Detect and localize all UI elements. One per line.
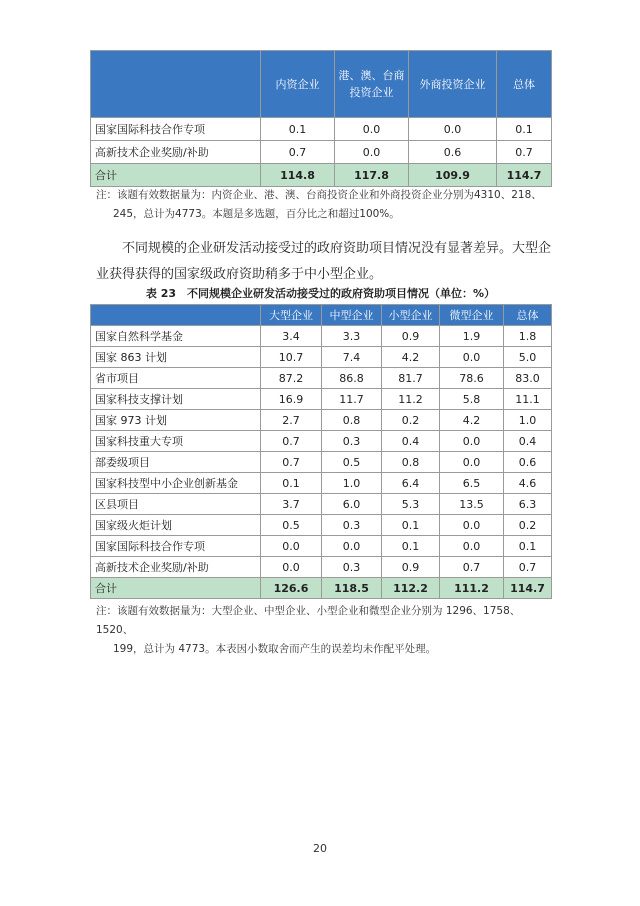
cell-value: 1.0: [322, 473, 382, 494]
table-row: [91, 141, 552, 164]
cell-value: 81.7: [382, 368, 440, 389]
cell-value: 0.7: [261, 452, 322, 473]
cell-value: 0.9: [382, 557, 440, 578]
cell-value: 0.0: [261, 536, 322, 557]
row-label: 高新技术企业奖励/补助: [91, 557, 261, 578]
cell-value: 0.3: [322, 431, 382, 452]
cell-value: 6.0: [322, 494, 382, 515]
cell-value: 3.4: [261, 326, 322, 347]
cell-value: 0.7: [261, 141, 335, 164]
cell-value: 0.0: [335, 118, 409, 141]
cell-value: 0.0: [409, 118, 497, 141]
table-total-row: [91, 164, 552, 187]
cell-value: 4.6: [504, 473, 552, 494]
table-note: [96, 602, 556, 659]
cell-value: 16.9: [261, 389, 322, 410]
header-cell: 大型企业: [261, 305, 322, 326]
cell-value: 0.7: [440, 557, 504, 578]
table-row: [91, 326, 552, 347]
table-caption: 表 23 不同规模企业研发活动接受过的政府资助项目情况（单位：%）: [145, 287, 496, 300]
cell-value: 0.9: [382, 326, 440, 347]
row-label: 合计: [91, 164, 261, 187]
cell-value: 0.8: [382, 452, 440, 473]
note-line: 注：该题有效数据量为：大型企业、中型企业、小型企业和微型企业分别为 1296、1758、1520、: [96, 605, 521, 636]
cell-value: 5.3: [382, 494, 440, 515]
row-label: 国家级火炬计划: [91, 515, 261, 536]
table-row: [91, 410, 552, 431]
cell-value: 11.7: [322, 389, 382, 410]
row-label: 国家 973 计划: [91, 410, 261, 431]
cell-value: 7.4: [322, 347, 382, 368]
header-cell: [91, 305, 261, 326]
row-label: 合计: [91, 578, 261, 599]
cell-value: 114.8: [261, 164, 335, 187]
cell-value: 0.2: [382, 410, 440, 431]
cell-value: 0.2: [504, 515, 552, 536]
table-by-ownership: [90, 50, 552, 187]
header-cell: 内资企业: [261, 51, 335, 118]
table-total-row: [91, 578, 552, 599]
cell-value: 5.8: [440, 389, 504, 410]
cell-value: 0.0: [440, 515, 504, 536]
row-label: 省市项目: [91, 368, 261, 389]
header-cell: [91, 51, 261, 118]
cell-value: 78.6: [440, 368, 504, 389]
note-line: 245，总计为4773。本题是多选题，百分比之和超过100%。: [113, 208, 400, 220]
cell-value: 87.2: [261, 368, 322, 389]
note-line: 注：该题有效数据量为：内资企业、港、澳、台商投资企业和外商投资企业分别为4310、218、: [96, 189, 542, 201]
row-label: 国家科技型中小企业创新基金: [91, 473, 261, 494]
table-row: [91, 118, 552, 141]
cell-value: 0.0: [322, 536, 382, 557]
cell-value: 0.3: [322, 515, 382, 536]
cell-value: 114.7: [504, 578, 552, 599]
cell-value: 0.1: [261, 473, 322, 494]
cell-value: 0.1: [261, 118, 335, 141]
row-label: 部委级项目: [91, 452, 261, 473]
cell-value: 0.8: [322, 410, 382, 431]
table-header-row: [91, 305, 552, 326]
header-cell: 中型企业: [322, 305, 382, 326]
header-cell: 总体: [504, 305, 552, 326]
cell-value: 0.1: [497, 118, 552, 141]
cell-value: 83.0: [504, 368, 552, 389]
cell-value: 3.7: [261, 494, 322, 515]
table-row: [91, 368, 552, 389]
cell-value: 11.2: [382, 389, 440, 410]
cell-value: 112.2: [382, 578, 440, 599]
paragraph-line: 业获得获得的国家级政府资助稍多于中小型企业。: [96, 267, 383, 282]
cell-value: 3.3: [322, 326, 382, 347]
table-row: [91, 389, 552, 410]
cell-value: 0.1: [504, 536, 552, 557]
cell-value: 0.0: [440, 347, 504, 368]
cell-value: 0.0: [440, 536, 504, 557]
table-row: [91, 473, 552, 494]
row-label: 国家科技支撑计划: [91, 389, 261, 410]
cell-value: 0.5: [322, 452, 382, 473]
row-label: 国家国际科技合作专项: [91, 536, 261, 557]
cell-value: 86.8: [322, 368, 382, 389]
cell-value: 114.7: [497, 164, 552, 187]
cell-value: 118.5: [322, 578, 382, 599]
cell-value: 10.7: [261, 347, 322, 368]
cell-value: 4.2: [440, 410, 504, 431]
row-label: 国家国际科技合作专项: [91, 118, 261, 141]
table-row: [91, 452, 552, 473]
table-row: [91, 347, 552, 368]
table-row: [91, 494, 552, 515]
cell-value: 6.3: [504, 494, 552, 515]
cell-value: 126.6: [261, 578, 322, 599]
cell-value: 4.2: [382, 347, 440, 368]
paragraph-line: 不同规模的企业研发活动接受过的政府资助项目情况没有显著差异。大型企: [122, 241, 552, 256]
cell-value: 6.5: [440, 473, 504, 494]
header-cell: 微型企业: [440, 305, 504, 326]
cell-value: 0.0: [335, 141, 409, 164]
table-note: [96, 186, 556, 224]
cell-value: 0.3: [322, 557, 382, 578]
cell-value: 0.5: [261, 515, 322, 536]
cell-value: 1.0: [504, 410, 552, 431]
body-paragraph: [96, 236, 556, 288]
note-line: 199，总计为 4773。本表因小数取舍而产生的误差均未作配平处理。: [113, 643, 437, 655]
cell-value: 0.0: [261, 557, 322, 578]
cell-value: 2.7: [261, 410, 322, 431]
cell-value: 0.6: [504, 452, 552, 473]
cell-value: 0.4: [382, 431, 440, 452]
cell-value: 0.4: [504, 431, 552, 452]
table-row: [91, 515, 552, 536]
cell-value: 1.8: [504, 326, 552, 347]
table-row: [91, 431, 552, 452]
cell-value: 111.2: [440, 578, 504, 599]
row-label: 国家 863 计划: [91, 347, 261, 368]
cell-value: 117.8: [335, 164, 409, 187]
table-by-size: [90, 304, 552, 599]
table-row: [91, 557, 552, 578]
header-cell: 港、澳、台商投资企业: [335, 51, 409, 118]
cell-value: 1.9: [440, 326, 504, 347]
table-row: [91, 536, 552, 557]
cell-value: 0.7: [497, 141, 552, 164]
cell-value: 0.1: [382, 515, 440, 536]
cell-value: 0.7: [504, 557, 552, 578]
cell-value: 13.5: [440, 494, 504, 515]
cell-value: 0.0: [440, 452, 504, 473]
cell-value: 0.6: [409, 141, 497, 164]
row-label: 区县项目: [91, 494, 261, 515]
page-number: 20: [313, 842, 327, 855]
cell-value: 6.4: [382, 473, 440, 494]
row-label: 高新技术企业奖励/补助: [91, 141, 261, 164]
row-label: 国家科技重大专项: [91, 431, 261, 452]
cell-value: 0.1: [382, 536, 440, 557]
header-cell: 外商投资企业: [409, 51, 497, 118]
cell-value: 109.9: [409, 164, 497, 187]
header-cell: 总体: [497, 51, 552, 118]
header-cell: 小型企业: [382, 305, 440, 326]
row-label: 国家自然科学基金: [91, 326, 261, 347]
cell-value: 0.0: [440, 431, 504, 452]
table-header-row: [91, 51, 552, 118]
cell-value: 11.1: [504, 389, 552, 410]
cell-value: 5.0: [504, 347, 552, 368]
cell-value: 0.7: [261, 431, 322, 452]
